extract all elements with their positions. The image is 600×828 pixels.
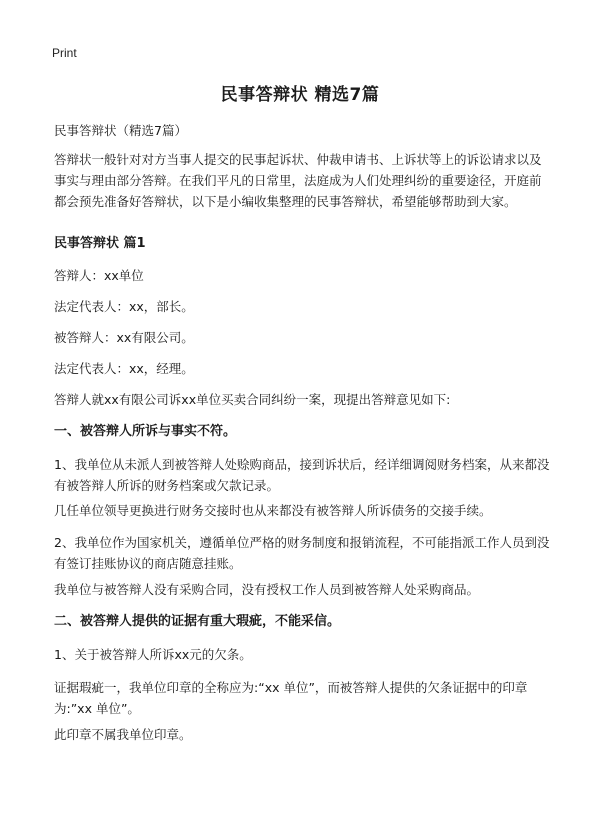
statement-paragraph: 答辩人就xx有限公司诉xx单位买卖合同纠纷一案，现提出答辩意见如下: — [54, 392, 451, 407]
point1-heading: 一、被答辩人所诉与事实不符。 — [54, 424, 237, 439]
point2-paragraph-1: 1、关于被答辩人所诉xx元的欠条。 — [54, 647, 252, 662]
respondent-line: 答辩人：xx单位 — [54, 268, 144, 283]
point1-paragraph-4: 我单位与被答辩人没有采购合同，没有授权工作人员到被答辩人处采购商品。 — [54, 582, 480, 597]
plaintiff-line: 被答辩人：xx有限公司。 — [54, 330, 194, 345]
point1-paragraph-3: 2、我单位作为国家机关，遵循单位严格的财务制度和报销流程，不可能指派工作人员到没有签订挂账协议的商店随意挂账。 — [54, 535, 550, 571]
document-title: 民事答辩状 精选7篇 — [220, 85, 380, 105]
point2-heading: 二、被答辩人提供的证据有重大瑕疵，不能采信。 — [54, 614, 341, 629]
point2-paragraph-3: 此印章不属我单位印章。 — [54, 727, 192, 742]
point2-paragraph-2: 证据瑕疵一，我单位印章的全称应为:“xx 单位”，而被答辩人提供的欠条证据中的印章为:”xx 单位”。 — [54, 680, 528, 716]
print-link[interactable]: Print — [52, 46, 77, 60]
document-subtitle: 民事答辩状（精选7篇） — [54, 123, 187, 138]
section-title: 民事答辩状 篇1 — [54, 236, 146, 251]
respondent-rep-line: 法定代表人：xx，部长。 — [54, 299, 194, 314]
point1-paragraph-2: 几任单位领导更换进行财务交接时也从来都没有被答辩人所诉债务的交接手续。 — [54, 503, 492, 518]
plaintiff-rep-line: 法定代表人：xx，经理。 — [54, 361, 194, 376]
point1-paragraph-1: 1、我单位从未派人到被答辩人处赊购商品，接到诉状后，经详细调阅财务档案，从来都没有被答辩人所诉的财务档案或欠款记录。 — [54, 457, 550, 493]
intro-paragraph: 答辩状一般针对对方当事人提交的民事起诉状、仲裁申请书、上诉状等上的诉讼请求以及事实与理由部分答辩。在我们平凡的日常里，法庭成为人们处理纠纷的重要途径，开庭前都会预先准备好答辩状，以下是小编收集整理的民事答辩状，希望能够帮助到大家。 — [54, 152, 542, 209]
